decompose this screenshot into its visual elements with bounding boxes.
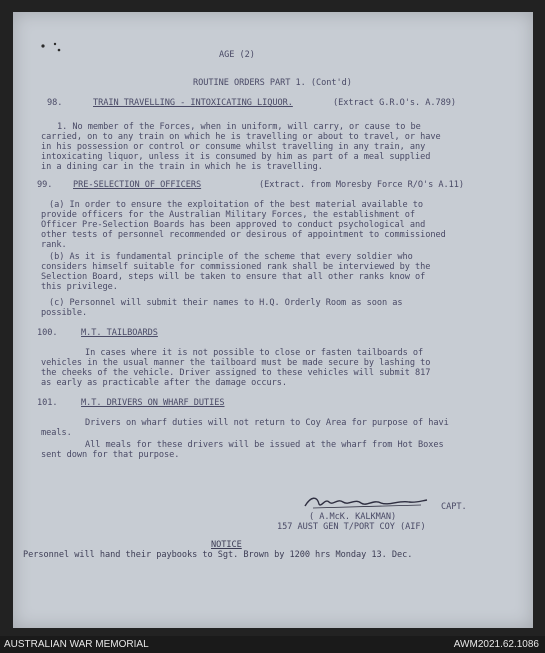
section-99-title: PRE-SELECTION OF OFFICERS xyxy=(73,180,202,190)
page-heading: AGE (2) xyxy=(219,50,255,60)
section-99c-line: (c) Personnel will submit their names to H.Q. Orderly Room as soon as xyxy=(49,298,403,308)
archive-name: AUSTRALIAN WAR MEMORIAL xyxy=(4,639,149,650)
section-100-line: as early as practicable after the damage occurs. xyxy=(41,378,287,388)
signatory-rank: CAPT. xyxy=(441,502,467,512)
section-98-line: carried, on to any train on which he is travelling or about to travel, or have xyxy=(41,132,441,142)
punch-hole-marks xyxy=(37,38,67,58)
section-98-extract: (Extract G.R.O's. A.789) xyxy=(333,98,456,108)
section-99b-line: (b) As it is fundamental principle of the scheme that every soldier who xyxy=(49,252,413,262)
section-98-line: in a dining car in the train in which he is travelling. xyxy=(41,162,323,172)
section-99-extract: (Extract. from Moresby Force R/O's A.11) xyxy=(259,180,464,190)
section-99c-line: possible. xyxy=(41,308,88,318)
section-99a-line: rank. xyxy=(41,240,67,250)
section-99a-line: other tests of personnel recommended or desirous of appointment to commissioned xyxy=(41,230,446,240)
section-99b-line: considers himself suitable for commissioned rank shall be interviewed by the xyxy=(41,262,431,272)
section-101-title: M.T. DRIVERS ON WHARF DUTIES xyxy=(81,398,225,408)
handwritten-signature xyxy=(303,492,433,512)
archive-reference: AWM2021.62.1086 xyxy=(453,639,539,650)
section-101-line: Drivers on wharf duties will not return to Coy Area for purpose of havi xyxy=(85,418,449,428)
section-99a-line: (a) In order to ensure the exploitation of the best material available to xyxy=(49,200,424,210)
section-98-title: TRAIN TRAVELLING - INTOXICATING LIQUOR. xyxy=(93,98,293,108)
section-100-title: M.T. TAILBOARDS xyxy=(81,328,158,338)
signatory-name: ( A.McK. KALKMAN) xyxy=(309,512,397,522)
section-101-line: meals. xyxy=(41,428,72,438)
section-101-line: sent down for that purpose. xyxy=(41,450,180,460)
section-98-line: intoxicating liquor, unless it is consumed by him as part of a meal supplied xyxy=(41,152,431,162)
section-99-number: 99. xyxy=(37,180,53,190)
section-98-line: in his possession or control or consume whilst travelling in any train, any xyxy=(41,142,426,152)
section-98-line: 1. No member of the Forces, when in uniform, will carry, or cause to be xyxy=(57,122,421,132)
archive-footer xyxy=(0,636,545,653)
section-98-number: 98. xyxy=(47,98,63,108)
orders-heading: ROUTINE ORDERS PART 1. (Cont'd) xyxy=(193,78,352,88)
notice-text: Personnel will hand their paybooks to Sgt. Brown by 1200 hrs Monday 13. Dec. xyxy=(23,550,413,560)
section-100-line: vehicles in the usual manner the tailboard must be made secure by lashing to xyxy=(41,358,431,368)
section-101-line: All meals for these drivers will be issued at the wharf from Hot Boxes xyxy=(85,440,444,450)
section-100-line: In cases where it is not possible to close or fasten tailboards of xyxy=(85,348,424,358)
section-101-number: 101. xyxy=(37,398,58,408)
section-99b-line: this privilege. xyxy=(41,282,118,292)
section-99b-line: Selection Board, steps will be taken to ensure that all other ranks know of xyxy=(41,272,426,282)
document-page xyxy=(13,12,533,628)
section-99a-line: Officer Pre-Selection Boards has been approved to conduct psychological and xyxy=(41,220,426,230)
section-100-number: 100. xyxy=(37,328,58,338)
section-99a-line: provide officers for the Australian Military Forces, the establishment of xyxy=(41,210,416,220)
unit-name: 157 AUST GEN T/PORT COY (AIF) xyxy=(277,522,426,532)
section-100-line: the cheeks of the vehicle. Driver assigned to these vehicles will submit 817 xyxy=(41,368,431,378)
notice-heading: NOTICE xyxy=(211,540,242,550)
